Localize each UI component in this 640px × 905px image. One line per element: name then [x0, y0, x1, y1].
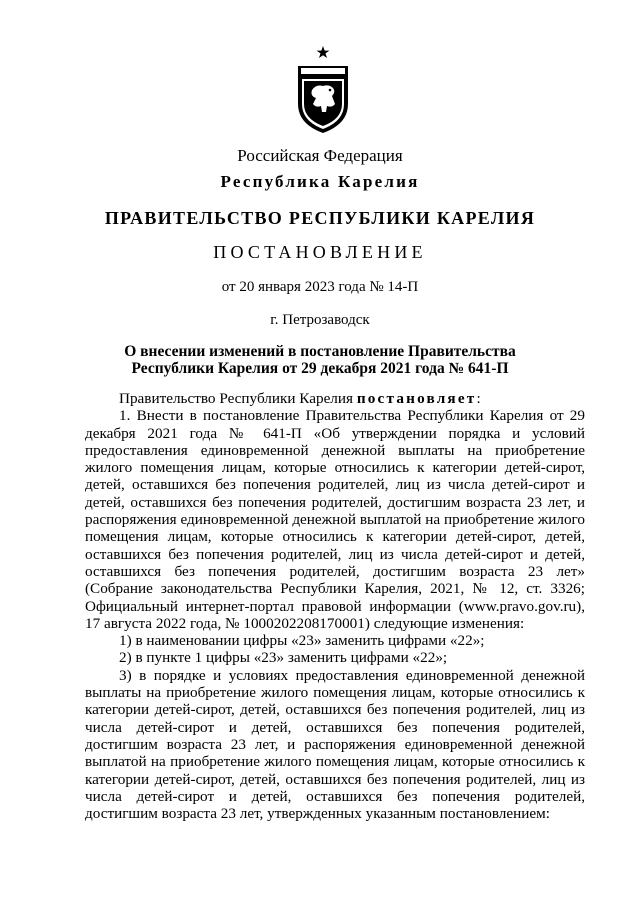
intro-paragraph: [85, 390, 585, 407]
document-city: г. Петрозаводск: [270, 312, 370, 328]
document-body: [85, 390, 585, 822]
subitem-1-paragraph: 1) в наименовании цифры «23» заменить цифрами «22»;: [119, 632, 485, 650]
document-date: от 20 января 2023 года № 14-П: [221, 279, 419, 295]
government-name: ПРАВИТЕЛЬСТВО РЕСПУБЛИКИ КАРЕЛИЯ: [104, 208, 536, 228]
intro-text: Правительство Республики Карелия: [119, 390, 357, 407]
country-name: Российская Федерация: [237, 146, 403, 165]
coat-of-arms-icon: [296, 46, 350, 134]
document-title-line-2: Республики Карелия от 29 декабря 2021 года № 641-П: [131, 360, 509, 377]
intro-colon: :: [476, 390, 481, 407]
document-title-line-1: О внесении изменений в постановление Правительства: [124, 343, 516, 360]
republic-name: Республика Карелия: [220, 172, 420, 191]
subitem-2-paragraph: 2) в пункте 1 цифры «23» заменить цифрами «22»;: [119, 649, 448, 667]
intro-keyword: постановляет: [356, 390, 477, 407]
item-1-paragraph: 1. Внести в постановление Правительства Республики Карелия от 29 декабря 2021 года № 641-П «Об утверждении порядка и условий предоставления единовременной денежной выплаты на приобретение жилого помещения лицам, которые относились к категории детей-сирот, детей, оставшихся без попечения родителей, лиц из числа детей-сирот и детей, оставшихся без попечения родителей, достигшим возраста 23 лет, и распоряжения единовременной денежной выплатой на приобретение жилого помещения лицам, которые относились к категории детей-сирот, детей, оставшихся без попечения родителей, лиц из числа детей-сирот и детей, оставшихся без попечения родителей, достигшим возраста 23 лет» (Собрание законодательства Республики Карелия, 2021, № 12, ст. 3326; Официальный интернет-портал правовой информации (www.pravo.gov.ru), 17 августа 2022 года, № 1000202208170001) следующие изменения:: [85, 407, 585, 632]
document-type: ПОСТАНОВЛЕНИЕ: [213, 242, 427, 262]
subitem-3-paragraph: 3) в порядке и условиях предоставления единовременной денежной выплаты на приобретение жилого помещения лицам, которые относились к категории детей-сирот, детей, оставшихся без попечения родителей, лиц из числа детей-сирот и детей, оставшихся без попечения родителей, достигшим возраста 23 лет, и распоряжения единовременной денежной выплатой на приобретение жилого помещения лицам, которые относились к категории детей-сирот, детей, оставшихся без попечения родителей, лиц из числа детей-сирот и детей, оставшихся без попечения родителей, достигшим возраста 23 лет, утвержденных указанным постановлением:: [85, 666, 585, 823]
